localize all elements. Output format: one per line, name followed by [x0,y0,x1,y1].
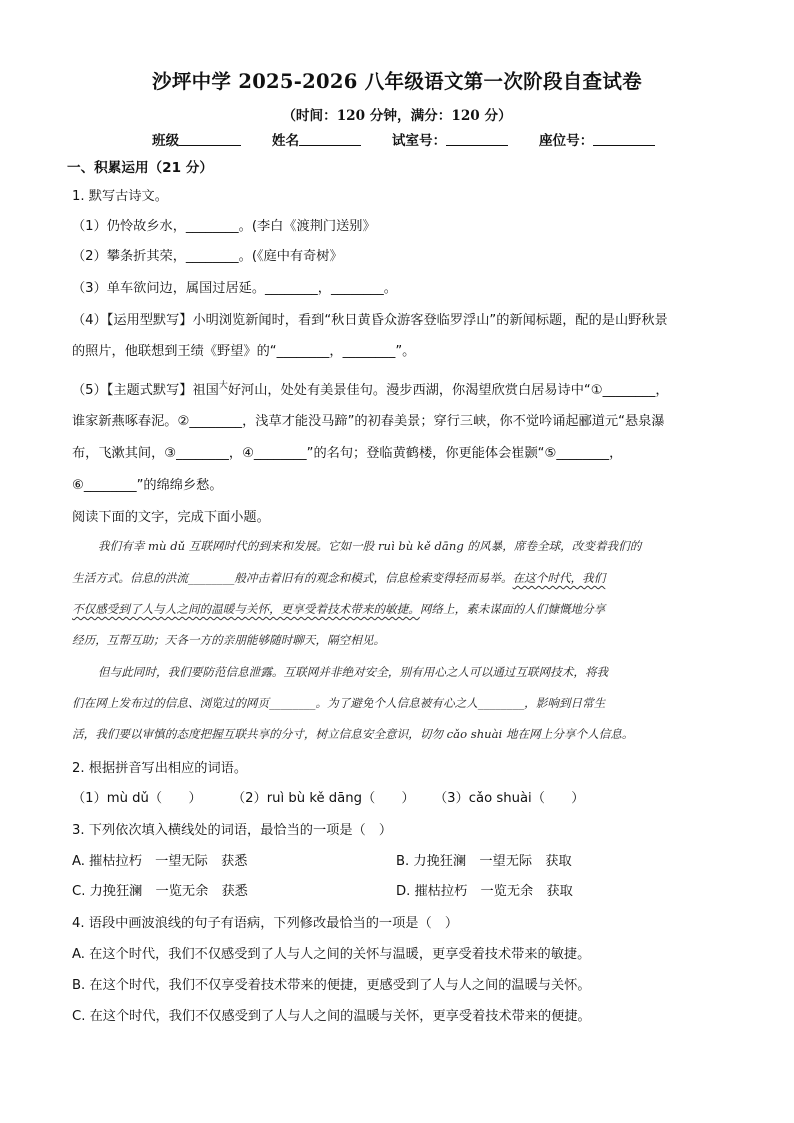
reading-intro: 阅读下面的文字，完成下面小题。 [72,510,270,525]
q1-item-5-line3: 布，飞漱其间，③________，④________”的名句；登临黄鹤楼，你更能体会崔颢“⑤________， [72,446,623,461]
q1-item-4-line1: （4）【运用型默写】小明浏览新闻时，看到“秋日黄昏众游客登临罗浮山”的新闻标题，配的是山野秋景 [72,313,668,328]
name-field[interactable] [299,133,361,146]
q4-stem: 4. 语段中画波浪线的句子有语病，下列修改最恰当的一项是（ ） [72,916,459,931]
q1-item-1: （1）仍怜故乡水，________。(李白《渡荆门送别》 [72,219,376,234]
seat-label: 座位号： [538,133,594,149]
q4-option-a: A. 在这个时代，我们不仅感受到了人与人之间的关怀与温暖，更享受着技术带来的敏捷。 [72,947,591,962]
q1-item-4-line2: 的照片，他联想到王绩《野望》的“________，________”。 [72,344,416,359]
exam-subtitle: （时间：120 分钟，满分：120 分） [282,108,512,124]
q1-item-3: （3）单车欲问边，属国过居延。________，________。 [72,281,397,296]
wavy-sentence-part2: 不仅感受到了人与人之间的温暖与关怀，更享受着技术带来的敏捷。 [72,602,420,616]
stray-mark: 大 [218,381,228,391]
student-info-row [152,129,681,149]
q3-option-a: A. 摧枯拉朽 一望无际 获悉 [72,854,248,869]
q3-stem: 3. 下列依次填入横线处的词语，最恰当的一项是（ ） [72,823,393,838]
q1-item-2: （2）攀条折其荣，________。(《庭中有奇树》 [72,249,343,264]
passage-p1-line3: 不仅感受到了人与人之间的温暖与关怀，更享受着技术带来的敏捷。网络上，素未谋面的人们慷慨地分享 [72,602,606,616]
q3-option-c: C. 力挽狂澜 一览无余 获悉 [72,884,248,899]
class-label: 班级 [152,133,180,149]
q2-item-1: （1）mù dǔ（ ） [72,791,202,806]
q1-stem: 1. 默写古诗文。 [72,189,168,204]
passage-p2-line1: 但与此同时，我们要防范信息泄露。互联网并非绝对安全，别有用心之人可以通过互联网技术，将我 [98,665,609,679]
q1-item-5-line1: （5）【主题式默写】祖国$^大$好河山，处处有美景佳句。漫步西湖，你渴望欣赏白居易诗中“①________， [72,381,669,398]
passage-p2-line2: 们在网上发布过的信息、浏览过的网页________。为了避免个人信息被有心之人________，影响到日常生 [72,696,606,710]
q4-option-c: C. 在这个时代，我们不仅感受到了人与人之间的温暖与关怀，更享受着技术带来的便捷。 [72,1009,591,1024]
seat-field[interactable] [593,133,655,146]
class-field[interactable] [179,133,241,146]
name-label: 姓名 [271,133,300,149]
section-heading: 一、积累运用（21 分） [67,160,213,176]
passage-p1-line1: 我们有幸 mù dǔ 互联网时代的到来和发展。它如一股 ruì bù kě dāng 的风暴，席卷全球，改变着我们的 [98,539,642,553]
q2-item-3: （3）cǎo shuài（ ） [434,791,585,806]
q3-option-b: B. 力挽狂澜 一望无际 获取 [396,854,572,869]
q3-option-d: D. 摧枯拉朽 一览无余 获取 [396,884,573,899]
q1-item-5-line2: 谁家新燕啄春泥。②________，浅草才能没马蹄”的初春美景；穿行三峡，你不觉吟诵起郦道元“悬泉瀑 [72,414,665,429]
q1-item-5-line4: ⑥________”的绵绵乡愁。 [72,478,223,493]
q2-stem: 2. 根据拼音写出相应的词语。 [72,761,248,776]
wavy-sentence-part1: 在这个时代，我们 [512,571,606,585]
passage-p2-line3: 活，我们要以审慎的态度把握互联共享的分寸，树立信息安全意识，切勿 cǎo shuài 地在网上分享个人信息。 [72,727,634,741]
room-field[interactable] [446,133,508,146]
q2-item-2: （2）ruì bù kě dāng（ ） [232,791,415,806]
passage-p1-line4: 经历，互帮互助；天各一方的亲朋能够随时聊天，隔空相见。 [72,633,386,647]
q4-option-b: B. 在这个时代，我们不仅享受着技术带来的便捷，更感受到了人与人之间的温暖与关怀。 [72,978,591,993]
exam-title: 沙坪中学 2025-2026 八年级语文第一次阶段自查试卷 [152,70,642,93]
room-label: 试室号： [391,133,447,149]
passage-p1-line2: 生活方式。信息的洪流________般冲击着旧有的观念和模式，信息检索变得轻而易举。在这个时代，我们 [72,571,606,585]
